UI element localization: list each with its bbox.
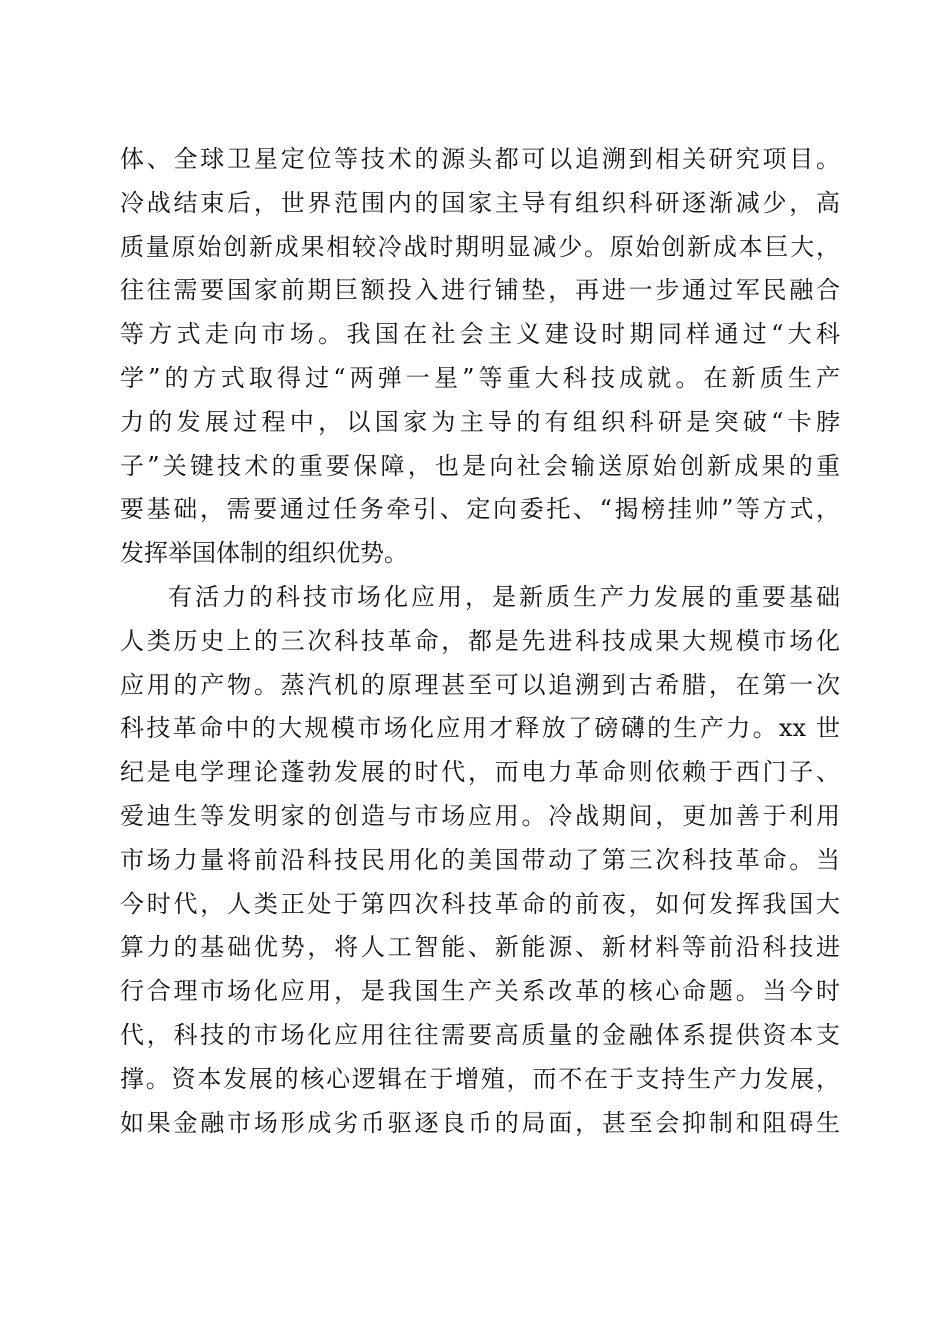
text-line: 行合理市场化应用，是我国生产关系改革的核心命题。当今时: [120, 977, 840, 1006]
text-line: 今时代，人类正处于第四次科技革命的前夜，如何发挥我国大: [120, 889, 840, 918]
text-line: 发挥举国体制的组织优势。: [120, 539, 408, 568]
paragraph-organized-research: [120, 138, 840, 576]
text-line: 市场力量将前沿科技民用化的美国带动了第三次科技革命。当: [120, 845, 840, 874]
text-line: 代，科技的市场化应用往往需要高质量的金融体系提供资本支: [120, 1020, 840, 1049]
text-line: 学”的方式取得过“两弹一星”等重大科技成就。在新质生产: [120, 363, 840, 392]
text-line: 爱迪生等发明家的创造与市场应用。冷战期间，更加善于利用: [120, 801, 840, 830]
text-line: 要基础，需要通过任务牵引、定向委托、“揭榜挂帅”等方式，: [120, 495, 840, 524]
text-line: 往往需要国家前期巨额投入进行铺垫，再进一步通过军民融合: [120, 276, 840, 305]
text-line: 等方式走向市场。我国在社会主义建设时期同样通过“大科: [120, 320, 840, 349]
text-line: 冷战结束后，世界范围内的国家主导有组织科研逐渐减少，高: [120, 188, 840, 217]
text-line: 纪是电学理论蓬勃发展的时代，而电力革命则依赖于西门子、: [120, 758, 840, 787]
text-line: 子”关键技术的重要保障，也是向社会输送原始创新成果的重: [120, 451, 840, 480]
paragraph-market-application: [120, 576, 840, 1145]
text-line: 质量原始创新成果相较冷战时期明显减少。原始创新成本巨大，: [120, 232, 840, 261]
text-line: 体、全球卫星定位等技术的源头都可以追溯到相关研究项目。: [120, 145, 840, 173]
text-line: 力的发展过程中，以国家为主导的有组织科研是突破“卡脖: [120, 407, 840, 436]
text-line: 有活力的科技市场化应用，是新质生产力发展的重要基础: [168, 582, 840, 611]
document-body: [120, 138, 840, 1145]
text-line: 人类历史上的三次科技革命，都是先进科技成果大规模市场化: [120, 626, 840, 655]
text-line: 应用的产物。蒸汽机的原理甚至可以追溯到古希腊，在第一次: [120, 670, 840, 699]
text-line: 科技革命中的大规模市场化应用才释放了磅礴的生产力。xx 世: [120, 714, 840, 743]
text-line: 算力的基础优势，将人工智能、新能源、新材料等前沿科技进: [120, 933, 840, 962]
text-line: 撑。资本发展的核心逻辑在于增殖，而不在于支持生产力发展，: [120, 1064, 840, 1093]
text-line: 如果金融市场形成劣币驱逐良币的局面，甚至会抑制和阻碍生: [120, 1108, 840, 1137]
